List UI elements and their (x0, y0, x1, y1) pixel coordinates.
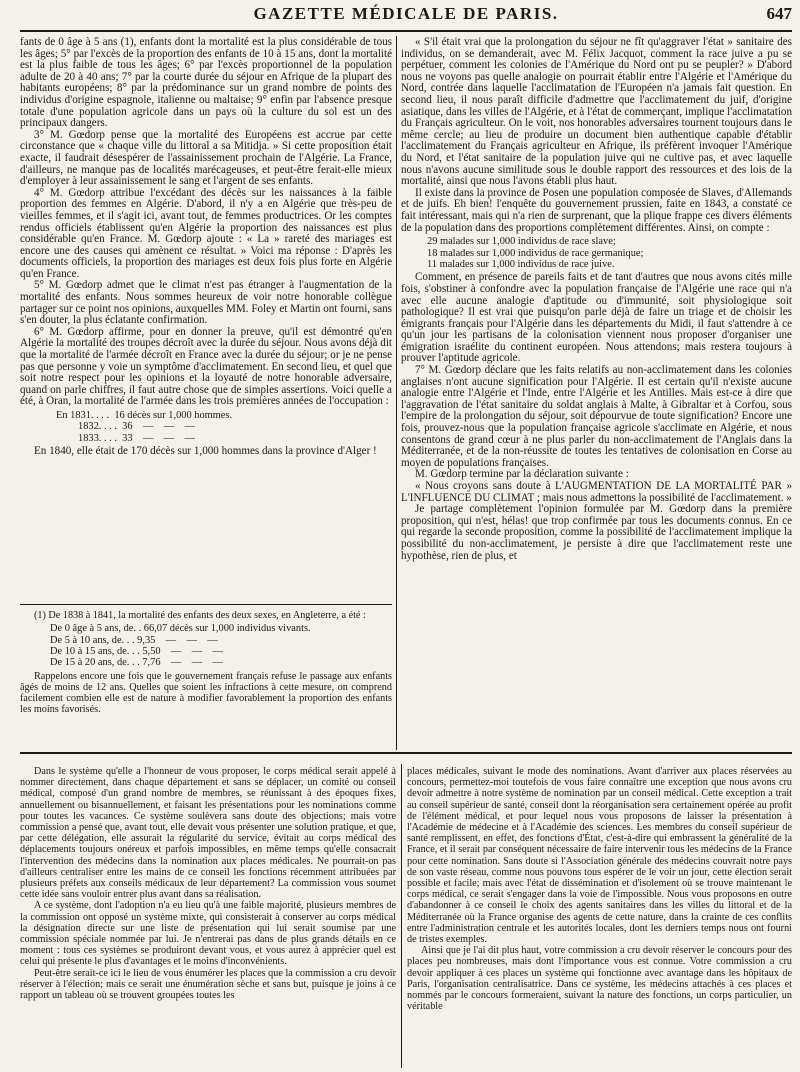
footnote (20, 610, 392, 745)
plica-table (427, 236, 792, 270)
table-row: 1832. . . . 36 — — — (78, 421, 195, 433)
paragraph: places médicales, suivant le mode des nominations. Avant d'arriver aux places réservées au concours, permettez-moi toutefois de vous faire connaître une exception que nous avons cru devoir admettre à notre système de nomination par un conseil médical. Cette exception a trait au conseil supérieur de santé, conseil dont la réorganisation sera certainement opérée au profit de l'élément médical, et pour lequel nous vous proposons de laisser la présentation à l'Académie de médecine et à l'Académie des sciences. Les membres du conseil supérieur de santé remplissent, en effet, des fonctions d'État, c'est-à-dire qui embrassent la généralité de la France, et il serait par conséquent nécessaire de faire intervenir tous les médecins de la France pour cette nomination. Sans doute si l'Association générale des médecins couvrait notre pays de son vaste réseau, comme nous pouvons tous espérer de le voir un jour, cette élection serait possible et facile; mais avec l'état de dissémination et d'isolement où se trouve maintenant le corps médical, ce serait s'engager dans la voie de l'impossible. Nous vous proposons en outre d'abandonner à ce conseil le choix des agents sanitaires dans les villes du littoral et de la Méditerranée où la France organise des agents de cette nature, dans la crainte de ces conflits entre l'administration centrale et les autorités locales, dont les derniers temps nous ont fourni de tristes exemples. (407, 766, 792, 946)
paragraph: Peut-être serait-ce ici le lieu de vous énumérer les places que la commission a cru devoir réserver à l'élection; mais ce serait une énumération sèche et sans but, puisque je joins à ce rapport un tableau où se trouvent groupées toutes les (20, 967, 396, 1002)
paragraph: Comment, en présence de pareils faits et de tant d'autres que nous avons cités mille fois, s'obstiner à confondre avec la population française de l'Algérie une race qui n'a avec elle aucune analogie d'aptitude ou d'immunité, soit physiologique soit pathologique? Il est vrai que puisqu'on parle déjà de faire un triage et de choisir les émigrants français pour l'Algérie dans les départements du Midi, il faut s'attendre à ce qu'un jour les partisans de la colonisation viennent nous proposer d'organiser une émigration israélite du continent européen. Nous attendons; mais restera toujours à prouver l'aptitude agricole. (401, 271, 792, 365)
page-header (20, 4, 792, 30)
table-row: 1833. . . . 33 — — — (78, 432, 195, 444)
paragraph: Il existe dans la province de Posen une population composée de Slaves, d'Allemands et de juifs. Eh bien! l'enquête du gouvernement prussien, faite en 1843, a constaté ce fait intéressant, mais qui n'a rien de surprenant, que la plique frappe ces divers éléments de la population dans des proportions complètement différentes. Ainsi, on compte : (401, 186, 792, 234)
section-rule (20, 752, 792, 754)
footnote-rule (20, 604, 392, 605)
child-mortality-table (50, 623, 392, 669)
table-row: 11 malades sur 1,000 individus de race juive. (427, 258, 615, 270)
quotation: « Nous croyons sans doute à L'AUGMENTATION DE LA MORTALITÉ PAR » L'INFLUENCE DU CLIMAT ; mais nous admettons la possibilité de l'acclimatement. » (401, 480, 792, 504)
table-row: 18 malades sur 1,000 individus de race germanique; (427, 247, 644, 259)
table-row: De 10 à 15 ans, de. . . 5,50 — — — (50, 645, 223, 657)
left-column (20, 37, 392, 592)
paragraph: 4° M. Gœdorp attribue l'excédant des décès sur les naissances à la faible proportion des femmes en Algérie. D'abord, il n'y a en Algérie que très-peu de vieilles femmes, et il s'agit ici, avant tout, de femmes productrices. Or les comptes rendus officiels établissent qu'en Algérie la proportion des naissances est plus considérable qu'en France. M. Gœdorp ajoute : « La » rareté des mariages est encore une des causes qui amènent ce résultat. » Voici ma réponse : D'après les documents officiels, la proportion des mariages est deux fois plus forte en Algérie qu'en France. (20, 186, 392, 280)
paragraph: « S'il était vrai que la prolongation du séjour ne fît qu'aggraver l'état » sanitaire des individus, on se demanderait, avec M. Félix Jacquot, comment la race juive a pu se perpétuer, comment les colonies de l'Amérique du Nord ont pu se peupler? » D'abord nous ne voyons pas quelle analogie on pourrait établir entre l'Algérie et l'Amérique du Nord, contrée dans laquelle l'acclimatation de l'Européen n'a jamais fait question. En second lieu, il nous paraît difficile d'admettre que l'acclimatement du juif, d'origine asiatique, dans les villes de l'Algérie, et à l'état de commerçant, implique l'acclimatation du Français agriculteur. On le voit, nos honorables adversaires tournent toujours dans le même cercle; au lieu de produire un document bien authentique capable d'établir l'acclimatement du Français agriculteur en Afrique, ils préfèrent invoquer l'Amérique du Nord, et l'état sanitaire de la population juive qui ne cultive pas, et avec laquelle nous n'avons aucune similitude sous le double rapport des ressources et des lois de la mortalité, ainsi que nous l'avons établi plus haut. (401, 37, 792, 188)
header-rule (20, 30, 792, 32)
paragraph: fants de 0 âge à 5 ans (1), enfants dont la mortalité est la plus considérable de tous les âges; 5° par l'excès de la proportion des enfants de 10 à 15 ans, dont la mortalité est la plus faible de tous les âges; 6° par l'excès proportionnel de la population adulte de 20 à 40 ans; 7° par la courte durée du séjour en Afrique de la plupart des habitants européens; 8° par la prédominance sur un grand nombre de points des individus d'origine espagnole, italienne ou maltaise; 9° enfin par l'absence presque totale d'une population agricole dans un pays où la culture du sol est un des principaux dangers. (20, 37, 392, 130)
page-number: 647 (766, 4, 792, 23)
table-row: 29 malades sur 1,000 individus de race slave; (427, 236, 616, 248)
army-mortality-table (56, 410, 392, 444)
paragraph: Ainsi que je l'ai dit plus haut, votre commission a cru devoir réserver le concours pour des places peu nombreuses, mais dont l'importance vous est connue. Votre commission a cru devoir appliquer à ces places un système qui fonctionne avec avantage dans les hôpitaux de Paris, l'organisation centralisatrice. Dans ce système, les médecins attachés à ces places et nommés par le concours formeraient, suivant la nature des fonctions, un corps particulier, un véritable (407, 945, 792, 1013)
table-row: De 5 à 10 ans, de. . . 9,35 — — — (50, 634, 218, 646)
paragraph: M. Gœdorp termine par la déclaration suivante : (415, 468, 629, 481)
table-row: De 0 âge à 5 ans, de. . 66,07 décès sur 1,000 individus vivants. (50, 623, 311, 635)
bottom-column-divider (401, 764, 402, 1068)
column-divider (396, 36, 397, 750)
paragraph: Je partage complètement l'opinion formulée par M. Gœdorp dans la première proposition, qui n'est, hélas! que trop confirmée par tous les documents connus. En ce qui regarde la seconde proposition, comme la possibilité de l'acclimatement implique la possibilité du non-acclimatement, je persiste à dire que l'acclimatement reste une hypothèse, rien de plus, et (401, 503, 792, 562)
table-row: De 15 à 20 ans, de. . . 7,76 — — — (50, 657, 223, 669)
paragraph: 3° M. Gœdorp pense que la mortalité des Européens est accrue par cette circonstance que « chaque ville du littoral a sa Mitidja. » Si cette proposition était exacte, il faudrait désespérer de l'assainissement prochain de l'Algérie. La France, d'ailleurs, ne manque pas de localités marécageuses, et peut-être ferait-elle mieux d'employer à leur assainissement le sang et l'argent de ses enfants. (20, 128, 392, 188)
paragraph: 7° M. Gœdorp déclare que les faits relatifs au non-acclimatement dans les colonies anglaises n'ont aucune signification pour l'Algérie. Il est certain qu'il n'existe aucune analogie entre l'Algérie et l'Inde, entre l'Algérie et les Antilles. Mais est-ce à dire que l'aggravation de l'état sanitaire du soldat anglais à Malte, à Gibraltar et à Corfou, sous l'empire de la prolongation du séjour, soit dépourvue de toute signification? Encore une fois, prouvez-nous que la population française agricole s'acclimate en Algérie, et nous consentons de grand cœur à ne plus parler du non-acclimatement de l'Anglais dans la Méditerranée, et de la non-réussite de toutes les tentatives de colonisation en Corse au moyen de populations françaises. (401, 364, 792, 469)
paragraph: A ce système, dont l'adoption n'a eu lieu qu'à une faible majorité, plusieurs membres de la commission ont opposé un système mixte, qui consisterait à conserver au corps médical la désignation directe sur une liste de présentation qui lui serait soumise par une commission spéciale nommée par lui. Je n'entrerai pas dans de plus grands détails en ce moment : tous ces systèmes se produiront devant vous, et vous aurez à apprécier quel est celui qui présente le plus d'avantages et le moins d'inconvénients. (20, 900, 396, 968)
table-row: En 1831. . . . 16 décès sur 1,000 hommes. (56, 410, 233, 421)
paragraph: En 1840, elle était de 170 décès sur 1,000 hommes dans la province d'Alger ! (34, 445, 377, 458)
paragraph: 5° M. Gœdorp admet que le climat n'est pas étranger à l'augmentation de la mortalité des enfants. Nous sommes heureux de voir notre honorable collègue partager sur ce point nos opinions, auxquelles MM. Foley et Martin ont fourni, sans s'en douter, la plus éclatante confirmation. (20, 279, 392, 327)
paragraph: Dans le système qu'elle a l'honneur de vous proposer, le corps médical serait appelé à nommer directement, dans chaque département et sans se déplacer, un comité ou conseil médical, composé d'un grand nombre de membres, se réunissant à des époques fixes, annuellement ou bisannuellement, et faisant les présentations pour les nominations comme pour toutes les vacances. Ce système soulèvera sans doute des objections; mais votre commission a pensé que, avant tout, elle devait vous présenter une solution pratique, et que, par cette délégation, elle assurait la régularité du service, évitait au corps médical des déplacements toujours onéreux et parfois impossibles, en même temps qu'elle consacrait l'intervention des médecins dans la nomination aux places médicales. Ne pourrait-on pas d'ailleurs centraliser entre les mains de ce conseil les fonctions récemment attribuées par plusieurs préfets aux conseils médicaux de leur département? La commission vous soumet cette idée sans vouloir entrer plus avant dans sa réalisation. (20, 766, 396, 901)
bottom-left-column (20, 766, 396, 1068)
footnote-text: Rappelons encore une fois que le gouvernement français refuse le passage aux enfants âgés de moins de 12 ans. Quelles que soient les infractions à cette mesure, on comprend facilement combien elle est de nature à modifier favorablement la proportion des enfants les moins favorisés. (20, 670, 392, 715)
journal-title: GAZETTE MÉDICALE DE PARIS. (253, 4, 559, 23)
paragraph: 6° M. Gœdorp affirme, pour en donner la preuve, qu'il est démontré qu'en Algérie la mortalité des troupes décroît avec la durée du séjour. Nous avons déjà dit que la mortalité de l'armée décroît en France avec la durée du séjour; or je ne pense pas que personne y voie un symptôme d'acclimatement. En second lieu, et quel que soit notre respect pour les opinions et la loyauté de notre honorable adversaire, quand on parle chiffres, il faut autre chose que de simples assertions. Voici quelle a été, à Oran, la mortalité de l'armée dans les trois premières années de l'occupation : (20, 325, 392, 408)
footnote-intro: (1) De 1838 à 1841, la mortalité des enfants des deux sexes, en Angleterre, a été : (34, 610, 366, 621)
right-column (401, 37, 792, 749)
bottom-right-column (407, 766, 792, 1068)
